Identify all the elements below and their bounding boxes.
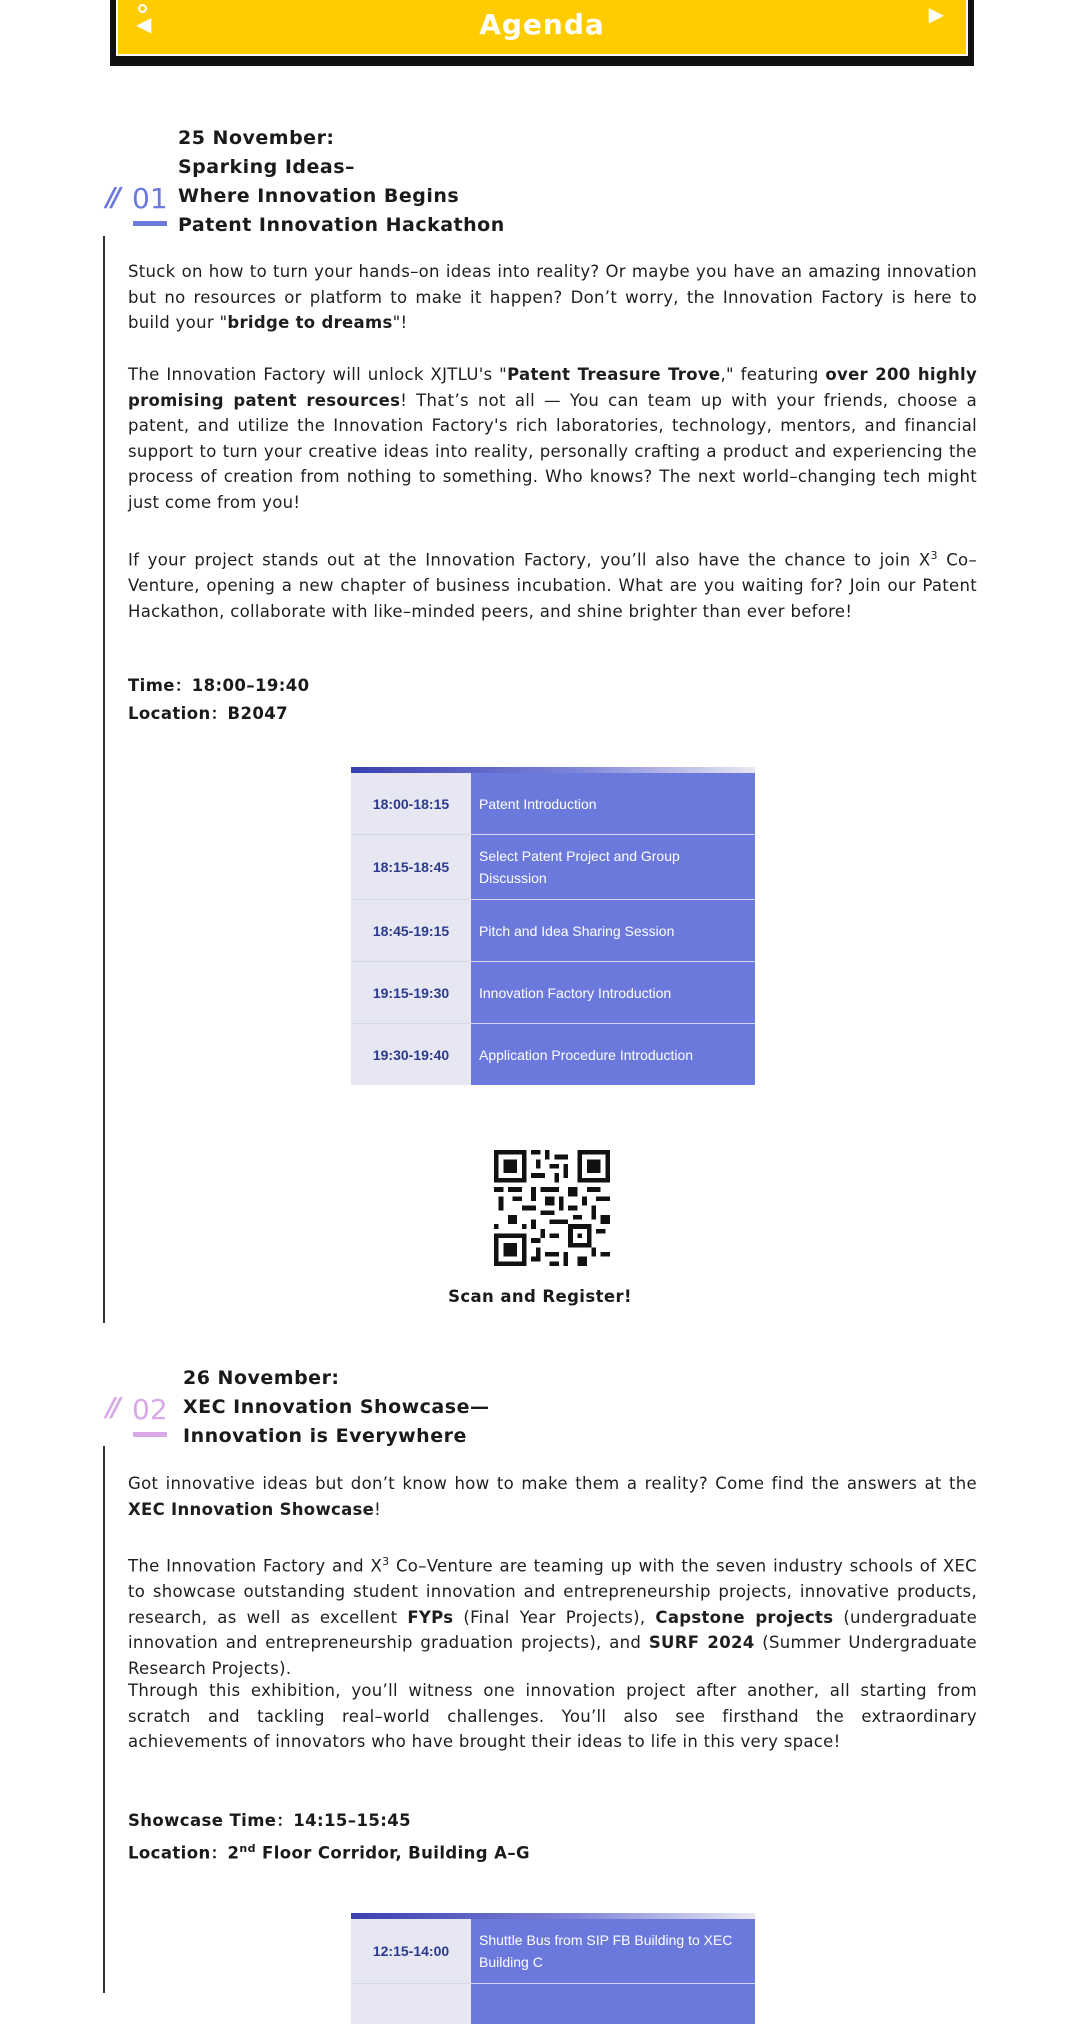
agenda-banner (116, 0, 968, 56)
section-title-line: 26 November: (183, 1367, 340, 1389)
paragraph: The Innovation Factory and $X^3$ Co–Venture are teaming up with the seven industry schools of XEC to showcase outstanding student innovation and entrepreneurship projects, innovative products, research, as well as excellent FYPs (Final Year Projects), Capstone projects (undergraduate innovation and entrepreneurship graduation projects), and SURF 2024 (Summer Undergraduate Research Projects). (128, 1555, 978, 1678)
table-time-cell: 18:45-19:15 (351, 900, 471, 961)
table-time-cell: 19:30-19:40 (351, 1024, 471, 1085)
event-time: Time：18:00–19:40 (128, 676, 310, 695)
table-row (351, 1919, 755, 1984)
table-row (351, 1984, 755, 2024)
paragraph: If your project stands out at the Innovation Factory, you’ll also have the chance to join $X^3$ Co–Venture, opening a new chapter of business incubation. What are you waiting for? Join our Patent Hackathon, collaborate with like–minded peers, and shine brighter than ever before! (128, 549, 977, 621)
table-time-cell: 18:00-18:15 (351, 773, 471, 834)
table-row (351, 1024, 755, 1085)
section-title-line: Patent Innovation Hackathon (178, 214, 505, 236)
table-activity-cell: Select Patent Project and Group Discussion (471, 835, 755, 899)
table-activity-cell (471, 1984, 755, 2024)
table-time-cell: 18:15-18:45 (351, 835, 471, 899)
slash-icon: // (106, 183, 117, 213)
section-title-line: Innovation is Everywhere (183, 1425, 467, 1447)
section-number-bar (133, 221, 167, 226)
table-activity-cell: Shuttle Bus from SIP FB Building to XEC Building C (471, 1919, 755, 1983)
section-title (178, 124, 505, 240)
section-vertical-line (103, 1446, 105, 1993)
section-number: 02 (132, 1393, 168, 1426)
scan-register-label: Scan and Register! (448, 1287, 632, 1306)
table-activity-cell: Application Procedure Introduction (471, 1024, 755, 1085)
triangle-right-icon: ▶ (928, 2, 944, 26)
table-time-cell: 12:15-14:00 (351, 1919, 471, 1983)
paragraph: Got innovative ideas but don’t know how to make them a reality? Come find the answers at the XEC Innovation Showcase! (128, 1474, 977, 1519)
section-title (183, 1364, 489, 1451)
section-number-bar (133, 1432, 167, 1437)
banner-title: Agenda (479, 8, 605, 41)
qr-code[interactable] (494, 1150, 610, 1266)
paragraph: Through this exhibition, you’ll witness one innovation project after another, all starting from scratch and tackling real–world challenges. You’ll also see firsthand the extraordinary achievements of innovators who have brought their ideas to life in this very space! (128, 1681, 977, 1751)
schedule-table (351, 1913, 755, 2024)
table-row (351, 773, 755, 835)
section-title-line: XEC Innovation Showcase— (183, 1396, 490, 1418)
table-activity-cell: Innovation Factory Introduction (471, 962, 755, 1023)
event-location: Location：B2047 (128, 704, 288, 723)
section-title-line: 25 November: (178, 127, 335, 149)
table-activity-cell: Pitch and Idea Sharing Session (471, 900, 755, 961)
table-row (351, 962, 755, 1024)
table-row (351, 835, 755, 900)
table-row (351, 900, 755, 962)
table-time-cell (351, 1984, 471, 2024)
slash-icon: // (106, 1393, 117, 1423)
event-info (128, 1807, 530, 1868)
table-time-cell: 19:15-19:30 (351, 962, 471, 1023)
section-vertical-line (103, 236, 105, 1323)
section-number: 01 (132, 182, 168, 215)
table-activity-cell: Patent Introduction (471, 773, 755, 834)
schedule-table (351, 767, 755, 1085)
triangle-left-icon: ◀ (136, 12, 152, 36)
event-info (128, 672, 310, 728)
event-time: Showcase Time：14:15–15:45 (128, 1811, 411, 1830)
event-location: Location：2nd Floor Corridor, Building A–G (128, 1842, 530, 1863)
section-title-line: Where Innovation Begins (178, 185, 460, 207)
section-title-line: Sparking Ideas– (178, 156, 356, 178)
paragraph: The Innovation Factory will unlock XJTLU's "Patent Treasure Trove," featuring over 200 highly promising patent resources! That’s not all — You can team up with your friends, choose a patent, and utilize the Innovation Factory's rich laboratories, technology, mentors, and financial support to turn your creative ideas into reality, personally crafting a product and experiencing the process of creation from nothing to something. Who knows? The next world–changing tech might just come from you! (128, 365, 977, 512)
paragraph: Stuck on how to turn your hands–on ideas into reality? Or maybe you have an amazing innovation but no resources or platform to make it happen? Don’t worry, the Innovation Factory is here to build your "bridge to dreams"! (128, 262, 977, 332)
